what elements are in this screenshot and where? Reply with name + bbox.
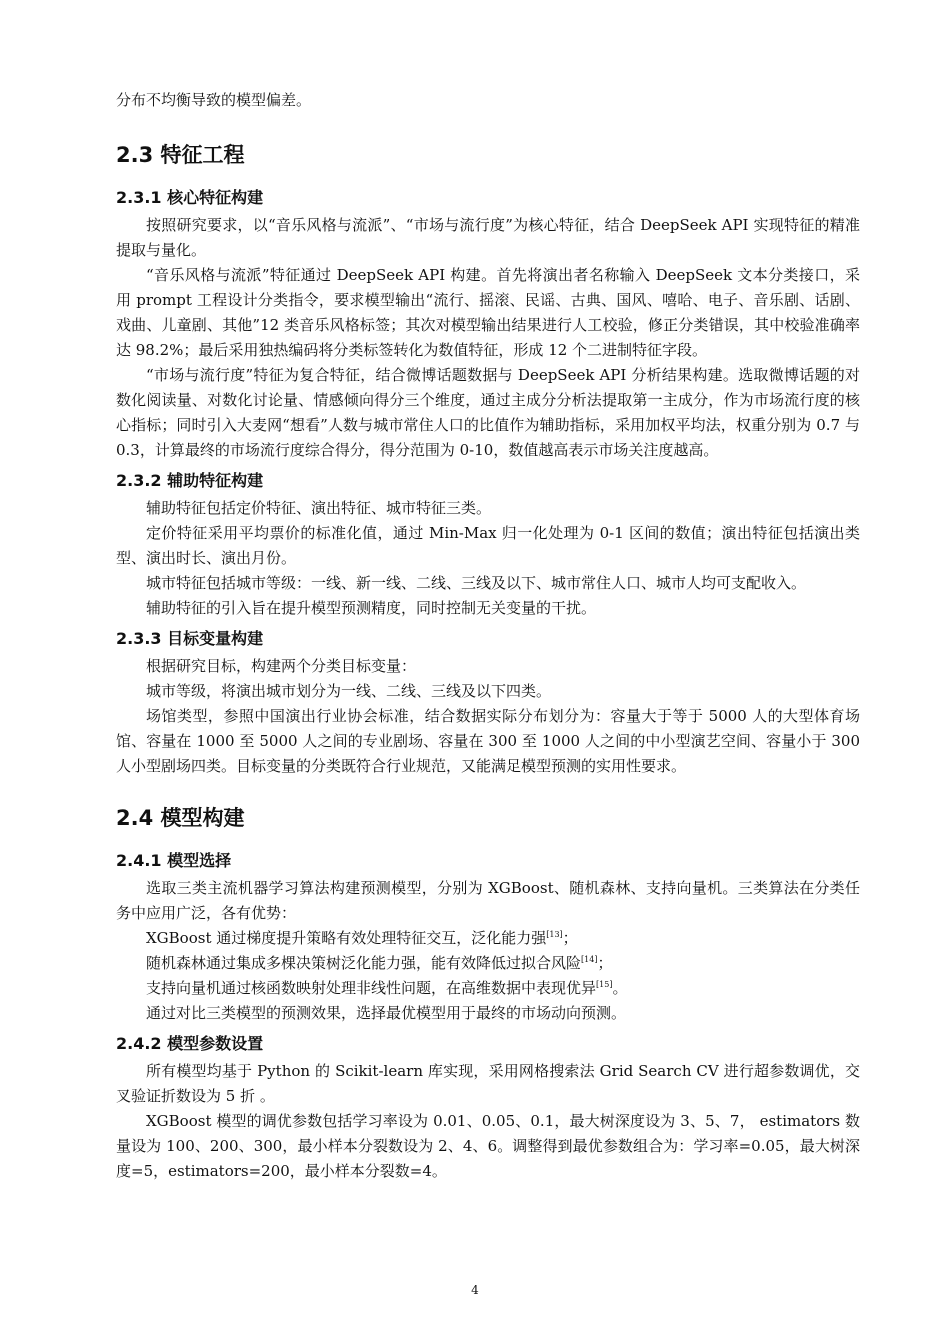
paragraph	[116, 951, 860, 976]
page-number: 4	[471, 1283, 479, 1297]
citation-ref: [13]	[546, 930, 563, 939]
paragraph: 按照研究要求，以“音乐风格与流派”、“市场与流行度”为核心特征，结合 DeepSeek API 实现特征的精准提取与量化。	[116, 216, 860, 259]
paragraph	[116, 976, 860, 1001]
paragraph-punct: ；	[562, 929, 578, 947]
section-heading-2-3: 2.3 特征工程	[116, 143, 245, 167]
paragraph	[116, 926, 860, 951]
paragraph: 城市特征包括城市等级：一线、新一线、二线、三线及以下、城市常住人口、城市人均可支配收入。	[146, 574, 807, 592]
continuation-paragraph: 分布不均衡导致的模型偏差。	[116, 91, 312, 109]
subsection-heading-2-4-1: 2.4.1 模型选择	[116, 851, 232, 870]
paragraph: 通过对比三类模型的预测效果，选择最优模型用于最终的市场动向预测。	[146, 1004, 627, 1022]
paragraph-text: XGBoost 通过梯度提升策略有效处理特征交互，泛化能力强	[146, 929, 547, 947]
citation-ref: [15]	[596, 980, 613, 989]
paragraph: “音乐风格与流派”特征通过 DeepSeek API 构建。首先将演出者名称输入 DeepSeek 文本分类接口，采用 prompt 工程设计分类指令，要求模型输出“流行、摇滚、民谣、古典、国风、嘻哈、电子、音乐剧、话剧、戏曲、儿童剧、其他”12 类音乐风格标签；其次对模型输出结果进行人工校验，修正分类错误，其中校验准确率达 98.2%；最后采用独热编码将分类标签转化为数值特征，形成 12 个二进制特征字段。	[116, 266, 860, 359]
subsection-heading-2-3-3: 2.3.3 目标变量构建	[116, 629, 264, 648]
paragraph: 城市等级，将演出城市划分为一线、二线、三线及以下四类。	[146, 682, 552, 700]
paragraph: 辅助特征的引入旨在提升模型预测精度，同时控制无关变量的干扰。	[146, 599, 597, 617]
paragraph: 场馆类型，参照中国演出行业协会标准，结合数据实际分布划分为：容量大于等于 5000 人的大型体育场馆、容量在 1000 至 5000 人之间的专业剧场、容量在 300 至 1000 人之间的中小型演艺空间、容量小于 300 人小型剧场四类。目标变量的分类既符合行业规范，又能满足模型预测的实用性要求。	[116, 707, 860, 775]
subsection-heading-2-3-2: 2.3.2 辅助特征构建	[116, 471, 264, 490]
paragraph: “市场与流行度”特征为复合特征，结合微博话题数据与 DeepSeek API 分析结果构建。选取微博话题的对数化阅读量、对数化讨论量、情感倾向得分三个维度，通过主成分分析法提取第一主成分，作为市场流行度的核心指标；同时引入大麦网“想看”人数与城市常住人口的比值作为辅助指标，采用加权平均法，权重分别为 0.7 与 0.3，计算最终的市场流行度综合得分，得分范围为 0-10，数值越高表示市场关注度越高。	[116, 366, 860, 459]
page-body	[116, 88, 860, 1184]
paragraph: 根据研究目标，构建两个分类目标变量：	[146, 657, 417, 675]
paragraph: 辅助特征包括定价特征、演出特征、城市特征三类。	[146, 499, 492, 517]
subsection-heading-2-4-2: 2.4.2 模型参数设置	[116, 1034, 264, 1053]
paragraph: 定价特征采用平均票价的标准化值，通过 Min-Max 归一化处理为 0-1 区间的数值；演出特征包括演出类型、演出时长、演出月份。	[116, 524, 860, 567]
paragraph: 选取三类主流机器学习算法构建预测模型，分别为 XGBoost、随机森林、支持向量机。三类算法在分类任务中应用广泛，各有优势：	[116, 879, 860, 922]
paragraph-text: 支持向量机通过核函数映射处理非线性问题，在高维数据中表现优异	[146, 979, 597, 997]
paragraph-punct: ；	[597, 954, 613, 972]
subsection-heading-2-3-1: 2.3.1 核心特征构建	[116, 188, 264, 207]
section-heading-2-4: 2.4 模型构建	[116, 806, 245, 830]
citation-ref: [14]	[581, 955, 598, 964]
paragraph: 所有模型均基于 Python 的 Scikit-learn 库实现，采用网格搜索法 Grid Search CV 进行超参数调优，交叉验证折数设为 5 折 。	[116, 1062, 860, 1105]
paragraph-text: 随机森林通过集成多棵决策树泛化能力强，能有效降低过拟合风险	[146, 954, 582, 972]
paragraph-punct: 。	[612, 979, 628, 997]
paragraph: XGBoost 模型的调优参数包括学习率设为 0.01、0.05、0.1，最大树深度设为 3、5、7， estimators 数量设为 100、200、300，最小样本分裂数设为 2、4、6。调整得到最优参数组合为：学习率=0.05，最大树深度=5，estimators=200，最小样本分裂数=4。	[116, 1112, 860, 1180]
